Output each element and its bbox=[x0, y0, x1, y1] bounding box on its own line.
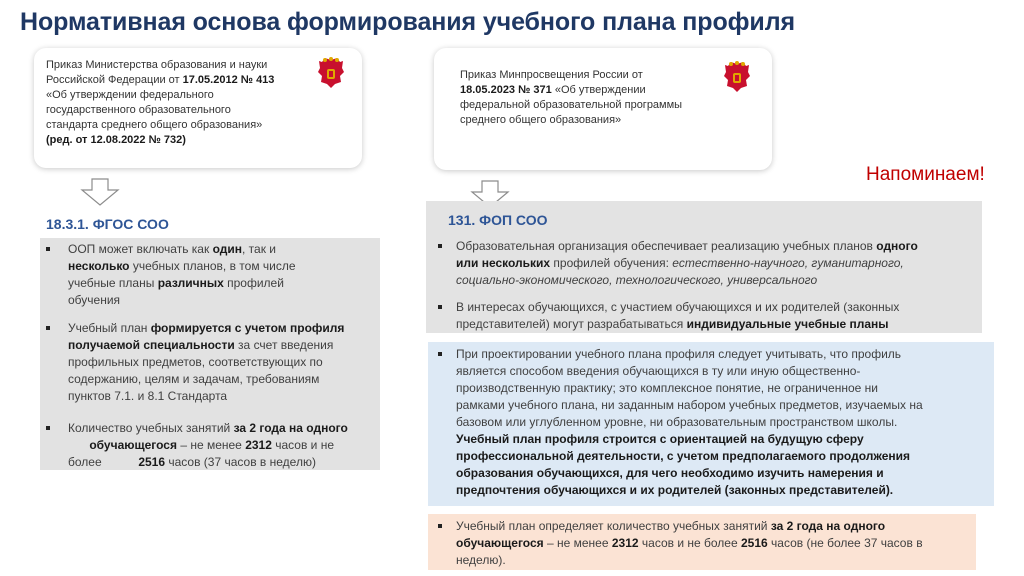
list-item: В интересах обучающихся, с участием обучающихся и их родителей (законных представителей) могут разрабатываться индивидуальные учебные планы bbox=[456, 299, 981, 333]
order-card-minobrnauki bbox=[34, 48, 362, 168]
down-arrow-icon bbox=[80, 178, 120, 206]
list-item: Количество учебных занятий за 2 года на одного обучающегося – не менее 2312 часов и не более 2516 часов (37 часов в неделю) bbox=[68, 420, 380, 471]
study-hours-note bbox=[428, 514, 976, 570]
order-card-text: Приказ Минпросвещения России от 18.05.2023 № 371 «Об утверждении федеральной образовательной программы среднего общего образования» bbox=[460, 69, 683, 126]
order-card-minprosvescheniya bbox=[434, 48, 772, 170]
russian-coat-of-arms-icon bbox=[722, 60, 752, 94]
list-item: ООП может включать как один, так и несколько учебных планов, в том числе учебные планы различных профилей обучения bbox=[68, 241, 373, 309]
order-card-text: Приказ Министерства образования и науки Российской Федерации от 17.05.2012 № 413 «Об утверждении федерального государственного образовательного стандарта среднего общего образования» (ред. от 12.08.2022 № 732) bbox=[46, 59, 275, 146]
list-item: Образовательная организация обеспечивает реализацию учебных планов одного или нескольких профилей обучения: естественно-научного, гуманитарного, социально-экономического, технологического, универсального bbox=[456, 238, 981, 289]
reminder-label: Напоминаем! bbox=[866, 164, 985, 185]
profile-design-note bbox=[428, 342, 994, 506]
list-item: Учебный план формируется с учетом профиля получаемой специальности за счет введения профильных предметов, соответствующих по содержанию, целям и задачам, требованиям пунктов 7.1. и 8.1 Стандарта bbox=[68, 320, 373, 405]
list-item: Учебный план определяет количество учебных занятий за 2 года на одного обучающегося – не менее 2312 часов и не более 2516 часов (не более 37 часов в неделю). bbox=[456, 518, 974, 569]
list-item: При проектировании учебного плана профиля следует учитывать, что профиль является способом введения обучающихся в ту или иную общественно- производственную практику; это комплексное понятие, не ограниченное ни рамками учебного плана, ни заданным набором учебных предметов, изучаемых на базовом или углубленном уровне, ни образовательным пространством школы. Учебный план профиля строится с ориентацией на будущую сферу профессиональной деятельности, с учетом предполагаемого продолжения образования обучающихся, для чего необходимо изучить намерения и предпочтения обучающихся и их родителей (законных представителей). bbox=[456, 346, 992, 499]
page-title: Нормативная основа формирования учебного плана профиля bbox=[20, 8, 795, 36]
fop-heading: 131. ФОП СОО bbox=[448, 212, 548, 228]
fgos-heading: 18.3.1. ФГОС СОО bbox=[46, 216, 169, 232]
russian-coat-of-arms-icon bbox=[316, 56, 346, 90]
fgos-panel bbox=[40, 238, 380, 470]
